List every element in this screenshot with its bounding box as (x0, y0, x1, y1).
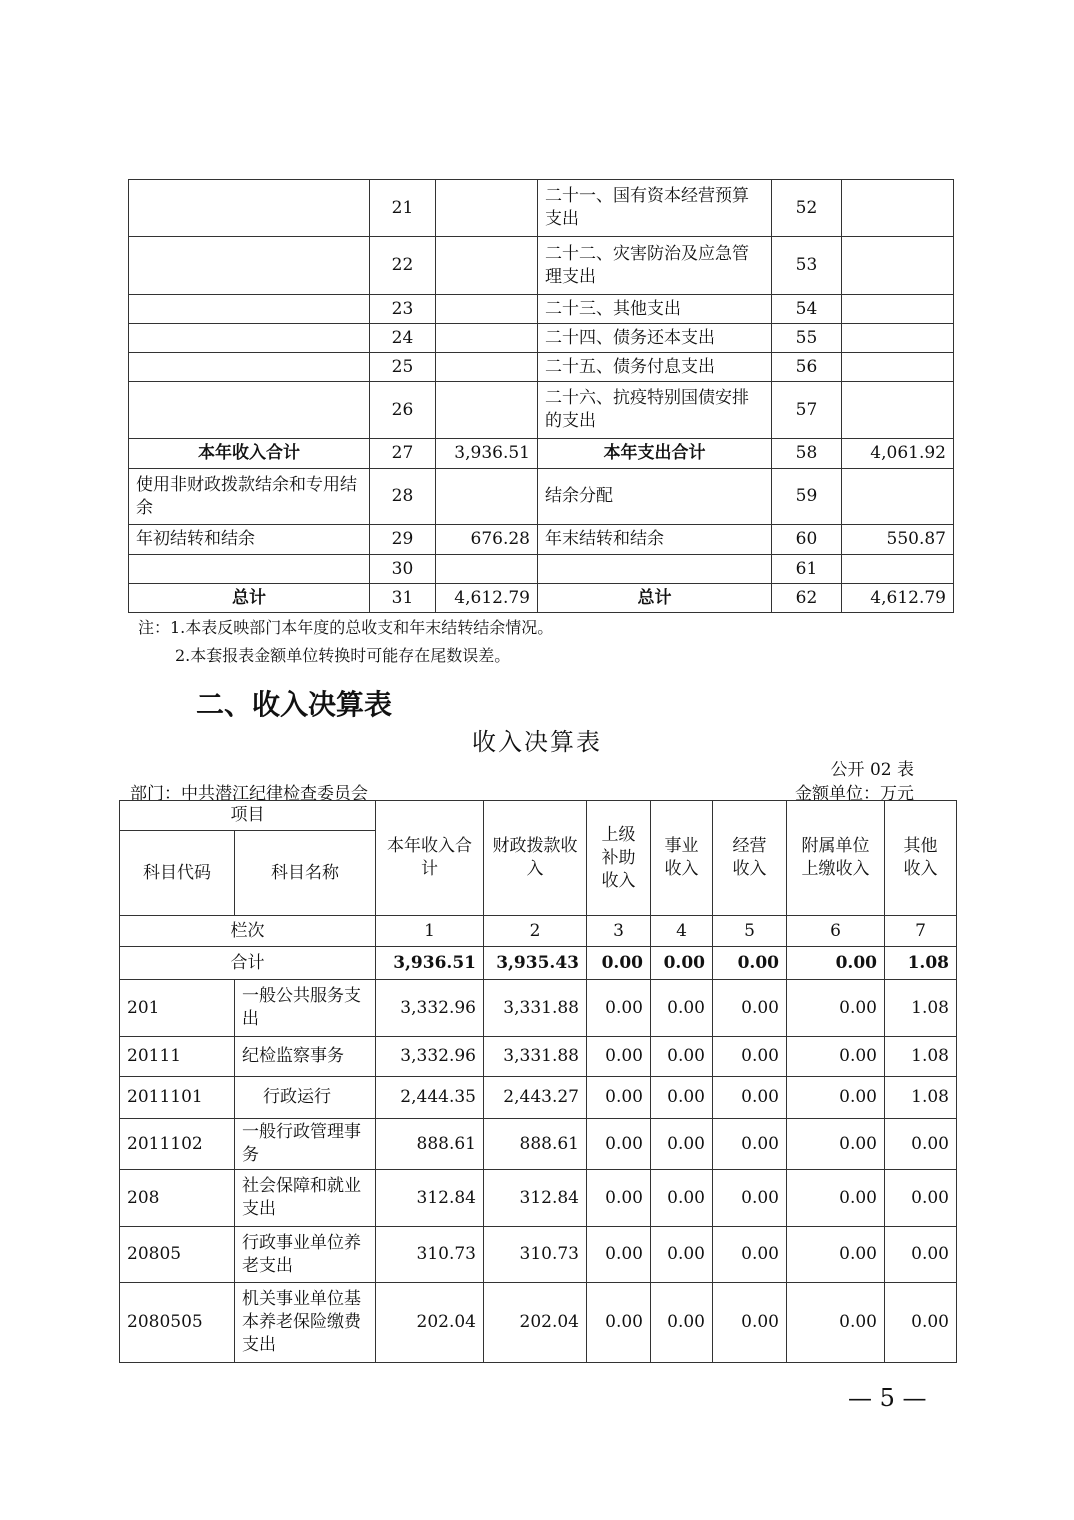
income-amount-cell (436, 353, 538, 382)
expense-item-cell: 二十五、债务付息支出 (538, 353, 772, 382)
row-number-cell: 62 (772, 584, 842, 613)
value-cell: 0.00 (713, 1283, 787, 1363)
value-cell: 310.73 (484, 1227, 587, 1283)
row-number-cell: 27 (370, 439, 436, 469)
column-number-row (120, 916, 957, 947)
row-number-cell: 61 (772, 555, 842, 584)
value-cell: 0.00 (885, 1119, 957, 1170)
value-cell: 0.00 (651, 1227, 713, 1283)
row-number-cell: 55 (772, 324, 842, 353)
value-cell: 202.04 (484, 1283, 587, 1363)
grand-total-label: 总计 (129, 584, 370, 613)
table-row (129, 180, 954, 237)
expense-amount-cell: 4,061.92 (842, 439, 954, 469)
name-cell: 一般行政管理事务 (235, 1119, 376, 1170)
row-number-cell: 26 (370, 382, 436, 439)
income-amount-cell (436, 237, 538, 295)
col-number: 3 (587, 916, 651, 947)
fiscal-income-header: 财政拨款收入 (484, 801, 587, 916)
operating-income-header: 经营收入 (713, 801, 787, 916)
value-cell: 0.00 (787, 1077, 885, 1119)
value-cell: 0.00 (885, 1227, 957, 1283)
upper-subsidy-header: 上级补助收入 (587, 801, 651, 916)
row-number-cell: 22 (370, 237, 436, 295)
item-header: 项目 (120, 801, 376, 831)
value-cell: 0.00 (587, 1037, 651, 1077)
name-cell: 社会保障和就业支出 (235, 1170, 376, 1227)
value-cell: 2,444.35 (376, 1077, 484, 1119)
value-cell: 0.00 (787, 1119, 885, 1170)
value-cell: 0.00 (885, 1283, 957, 1363)
col-number: 5 (713, 916, 787, 947)
col-number: 6 (787, 916, 885, 947)
value-cell: 0.00 (651, 1283, 713, 1363)
value-cell: 312.84 (376, 1170, 484, 1227)
total-value: 1.08 (885, 947, 957, 980)
income-amount-cell (436, 469, 538, 525)
total-value: 0.00 (587, 947, 651, 980)
value-cell: 0.00 (651, 1119, 713, 1170)
total-row (120, 947, 957, 980)
income-item-cell (129, 324, 370, 353)
row-number-cell: 24 (370, 324, 436, 353)
expense-item-cell: 二十六、抗疫特别国债安排的支出 (538, 382, 772, 439)
expense-amount-cell (842, 237, 954, 295)
value-cell: 3,331.88 (484, 1037, 587, 1077)
value-cell: 1.08 (885, 1037, 957, 1077)
value-cell: 0.00 (587, 1077, 651, 1119)
value-cell: 0.00 (787, 980, 885, 1037)
row-number-cell: 53 (772, 237, 842, 295)
value-cell: 3,331.88 (484, 980, 587, 1037)
income-item-cell (129, 295, 370, 324)
expense-item-cell: 二十二、灾害防治及应急管理支出 (538, 237, 772, 295)
table-row (120, 1227, 957, 1283)
value-cell: 0.00 (651, 1077, 713, 1119)
value-cell: 310.73 (376, 1227, 484, 1283)
value-cell: 3,332.96 (376, 1037, 484, 1077)
table-row (120, 980, 957, 1037)
header-row (120, 801, 957, 831)
expense-item-cell: 年末结转和结余 (538, 525, 772, 555)
total-value: 3,936.51 (376, 947, 484, 980)
table-row (120, 1170, 957, 1227)
value-cell: 0.00 (713, 1037, 787, 1077)
value-cell: 0.00 (713, 1119, 787, 1170)
expense-item-cell: 二十一、国有资本经营预算支出 (538, 180, 772, 237)
table-row (129, 525, 954, 555)
income-total-label: 本年收入合计 (129, 439, 370, 469)
value-cell: 0.00 (787, 1283, 885, 1363)
income-item-cell (129, 237, 370, 295)
income-item-cell (129, 555, 370, 584)
code-header: 科目代码 (120, 831, 235, 916)
code-cell: 208 (120, 1170, 235, 1227)
row-number-cell: 58 (772, 439, 842, 469)
income-item-cell (129, 180, 370, 237)
expense-amount-cell (842, 295, 954, 324)
form-code: 公开 02 表 (830, 760, 914, 780)
row-number-cell: 56 (772, 353, 842, 382)
note-line-1: 注：1.本表反映部门本年度的总收支和年末结转结余情况。 (138, 618, 554, 637)
value-cell: 0.00 (587, 1227, 651, 1283)
income-amount-cell: 4,612.79 (436, 584, 538, 613)
income-item-cell (129, 353, 370, 382)
total-value: 0.00 (787, 947, 885, 980)
row-number-cell: 59 (772, 469, 842, 525)
income-amount-cell (436, 295, 538, 324)
row-number-cell: 29 (370, 525, 436, 555)
value-cell: 3,332.96 (376, 980, 484, 1037)
value-cell: 0.00 (651, 1037, 713, 1077)
income-item-cell (129, 382, 370, 439)
value-cell: 1.08 (885, 980, 957, 1037)
code-cell: 2080505 (120, 1283, 235, 1363)
table-row (120, 1119, 957, 1170)
income-amount-cell (436, 324, 538, 353)
expense-item-cell: 二十三、其他支出 (538, 295, 772, 324)
row-number-cell: 60 (772, 525, 842, 555)
value-cell: 0.00 (713, 1170, 787, 1227)
expense-amount-cell (842, 555, 954, 584)
row-number-cell: 54 (772, 295, 842, 324)
table-row (129, 237, 954, 295)
name-cell: 纪检监察事务 (235, 1037, 376, 1077)
value-cell: 0.00 (885, 1170, 957, 1227)
page-number: — 5 — (848, 1384, 927, 1412)
unit-label: 金额单位：万元 (795, 784, 914, 804)
row-number-cell: 28 (370, 469, 436, 525)
other-income-header: 其他收入 (885, 801, 957, 916)
department-label: 部门：中共潜江纪律检查委员会 (130, 784, 368, 804)
row-number-cell: 57 (772, 382, 842, 439)
name-cell: 行政事业单位养老支出 (235, 1227, 376, 1283)
total-value: 0.00 (713, 947, 787, 980)
income-final-accounts-table (119, 800, 957, 1363)
value-cell: 0.00 (587, 1283, 651, 1363)
table-row (129, 382, 954, 439)
value-cell: 888.61 (484, 1119, 587, 1170)
expense-amount-cell: 550.87 (842, 525, 954, 555)
income-amount-cell (436, 180, 538, 237)
name-cell: 行政运行 (235, 1077, 376, 1119)
value-cell: 0.00 (713, 1227, 787, 1283)
total-value: 0.00 (651, 947, 713, 980)
row-number-cell: 25 (370, 353, 436, 382)
total-value: 3,935.43 (484, 947, 587, 980)
table-title: 收入决算表 (472, 728, 602, 756)
income-item-cell: 使用非财政拨款结余和专用结余 (129, 469, 370, 525)
expense-item-cell: 结余分配 (538, 469, 772, 525)
affiliated-income-header: 附属单位上缴收入 (787, 801, 885, 916)
total-label: 合计 (120, 947, 376, 980)
expense-amount-cell (842, 353, 954, 382)
table-row (129, 469, 954, 525)
income-item-cell: 年初结转和结余 (129, 525, 370, 555)
row-number-cell: 23 (370, 295, 436, 324)
expense-item-cell (538, 555, 772, 584)
value-cell: 2,443.27 (484, 1077, 587, 1119)
total-income-header: 本年收入合计 (376, 801, 484, 916)
table-row (129, 439, 954, 469)
value-cell: 0.00 (787, 1037, 885, 1077)
table-row (129, 324, 954, 353)
expense-total-label: 本年支出合计 (538, 439, 772, 469)
row-number-cell: 52 (772, 180, 842, 237)
income-expense-summary-table (128, 179, 954, 613)
value-cell: 0.00 (651, 980, 713, 1037)
section-title: 二、收入决算表 (196, 688, 393, 721)
expense-amount-cell (842, 324, 954, 353)
col-number: 7 (885, 916, 957, 947)
col-number: 4 (651, 916, 713, 947)
row-number-cell: 30 (370, 555, 436, 584)
col-number: 2 (484, 916, 587, 947)
value-cell: 312.84 (484, 1170, 587, 1227)
table-row (120, 1283, 957, 1363)
code-cell: 20805 (120, 1227, 235, 1283)
table-row (129, 584, 954, 613)
code-cell: 20111 (120, 1037, 235, 1077)
code-cell: 2011102 (120, 1119, 235, 1170)
note-line-2: 2.本套报表金额单位转换时可能存在尾数误差。 (175, 646, 511, 665)
expense-item-cell: 二十四、债务还本支出 (538, 324, 772, 353)
code-cell: 201 (120, 980, 235, 1037)
value-cell: 0.00 (651, 1170, 713, 1227)
expense-amount-cell: 4,612.79 (842, 584, 954, 613)
row-number-cell: 31 (370, 584, 436, 613)
value-cell: 888.61 (376, 1119, 484, 1170)
expense-amount-cell (842, 180, 954, 237)
row-number-cell: 21 (370, 180, 436, 237)
table-row (120, 1077, 957, 1119)
table-row (129, 555, 954, 584)
income-amount-cell (436, 382, 538, 439)
business-income-header: 事业收入 (651, 801, 713, 916)
name-header: 科目名称 (235, 831, 376, 916)
col-label: 栏次 (120, 916, 376, 947)
value-cell: 0.00 (587, 980, 651, 1037)
expense-amount-cell (842, 469, 954, 525)
table-row (120, 1037, 957, 1077)
value-cell: 0.00 (587, 1170, 651, 1227)
name-cell: 一般公共服务支出 (235, 980, 376, 1037)
expense-amount-cell (842, 382, 954, 439)
value-cell: 1.08 (885, 1077, 957, 1119)
value-cell: 0.00 (713, 1077, 787, 1119)
grand-total-label: 总计 (538, 584, 772, 613)
income-amount-cell: 3,936.51 (436, 439, 538, 469)
table-row (129, 295, 954, 324)
value-cell: 202.04 (376, 1283, 484, 1363)
table-row (129, 353, 954, 382)
col-number: 1 (376, 916, 484, 947)
value-cell: 0.00 (787, 1170, 885, 1227)
value-cell: 0.00 (713, 980, 787, 1037)
value-cell: 0.00 (587, 1119, 651, 1170)
income-amount-cell (436, 555, 538, 584)
name-cell: 机关事业单位基本养老保险缴费支出 (235, 1283, 376, 1363)
code-cell: 2011101 (120, 1077, 235, 1119)
value-cell: 0.00 (787, 1227, 885, 1283)
income-amount-cell: 676.28 (436, 525, 538, 555)
